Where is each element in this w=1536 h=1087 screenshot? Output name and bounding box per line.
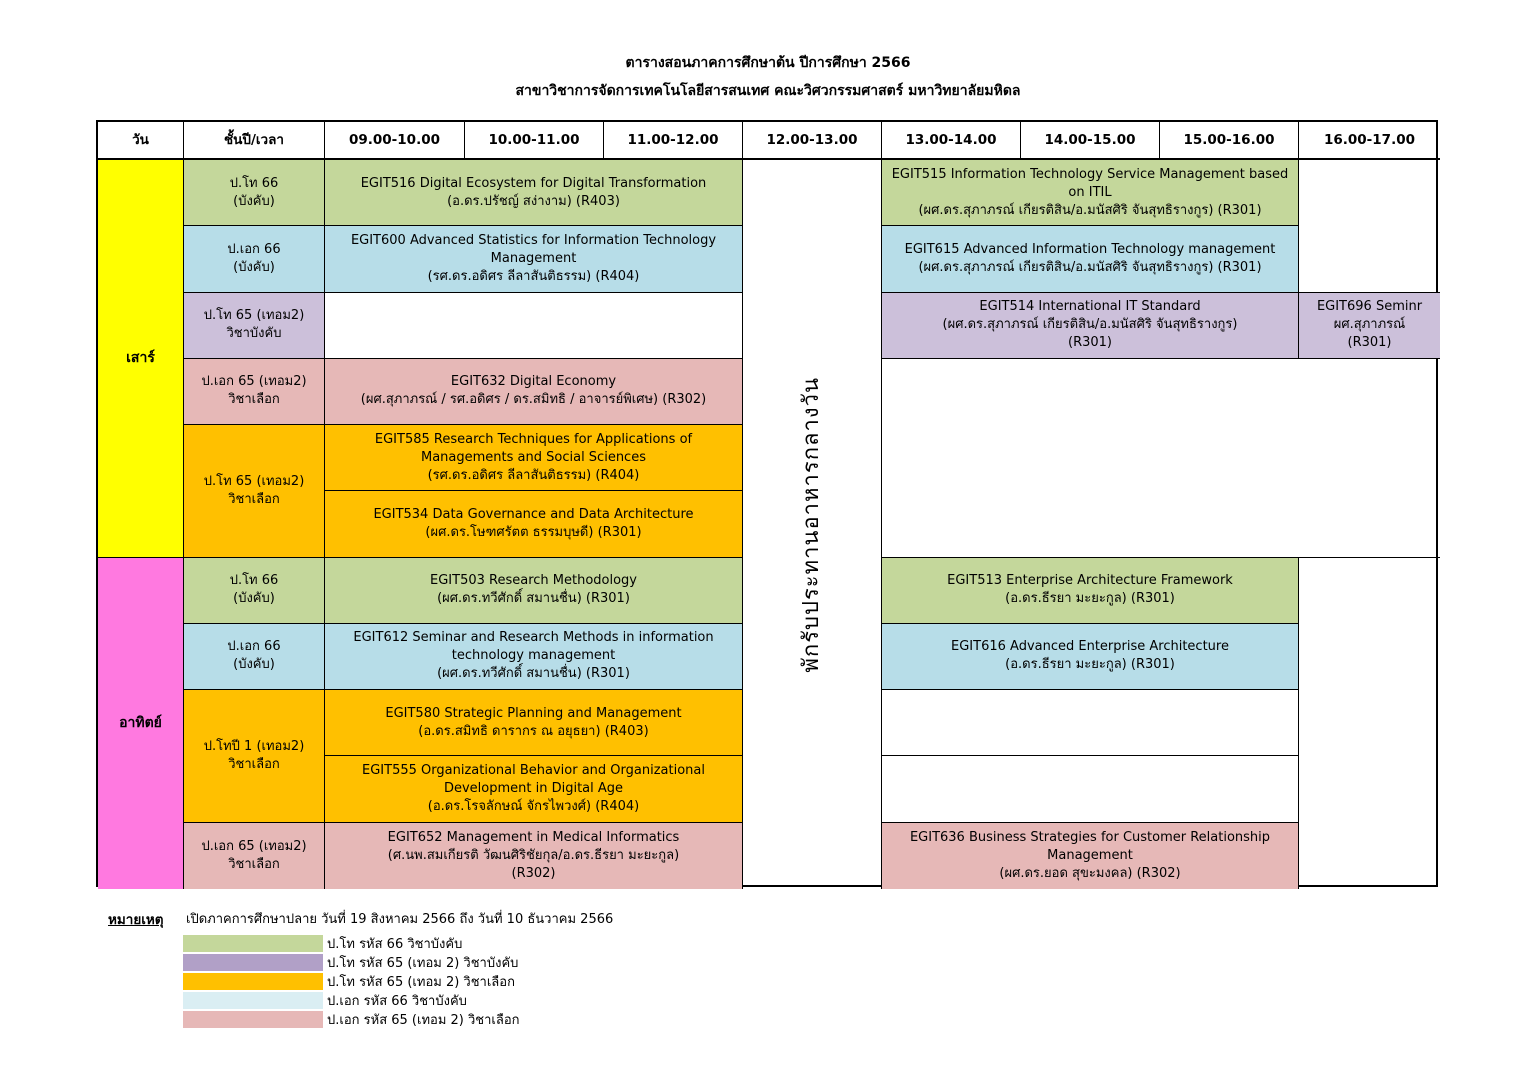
legend-swatch	[183, 992, 323, 1009]
level-name: ป.เอก 65 (เทอม2)	[201, 374, 307, 390]
course-title: EGIT513 Enterprise Architecture Framework	[947, 573, 1233, 589]
course-title: EGIT636 Business Strategies for Customer Relationship Management	[909, 829, 1271, 863]
level-name: ป.โท 65 (เทอม2)	[203, 473, 305, 489]
course-title: EGIT503 Research Methodology	[430, 573, 637, 589]
level-type: วิชาเลือก	[228, 756, 280, 772]
course-instructor: (ผศ.ดร.สุภาภรณ์ เกียรติสิน/อ.มนัสศิริ จันสุทธิรางกูร)	[942, 317, 1238, 333]
course-title: EGIT600 Advanced Statistics for Information Technology Management	[350, 232, 717, 266]
course-egit636	[882, 823, 1299, 889]
level-cell	[184, 624, 325, 690]
course-instructor: (ผศ.ดร.สุภาภรณ์ เกียรติสิน/อ.มนัสศิริ จันสุทธิรางกูร) (R301)	[918, 259, 1262, 275]
course-instructor: (ผศ.ดร.ทวีศักดิ์ สมานชื่น) (R301)	[437, 666, 630, 682]
empty-cell	[1299, 558, 1440, 889]
timetable	[96, 120, 1438, 887]
course-instructor: (ผศ.ดร.โษฑศรัตต ธรรมบุษดี) (R301)	[425, 524, 642, 540]
course-title: EGIT615 Advanced Information Technology management	[904, 241, 1276, 257]
course-title: EGIT515 Information Technology Service Management based on ITIL	[891, 166, 1289, 200]
course-egit600	[325, 226, 743, 292]
course-egit514	[882, 293, 1299, 359]
header-slot: 11.00-12.00	[604, 122, 743, 160]
header-level-time: ชั้นปี/เวลา	[184, 122, 325, 160]
note-label: หมายเหตุ	[108, 912, 164, 928]
level-type: (บังคับ)	[233, 259, 275, 275]
level-type: (บังคับ)	[233, 193, 275, 209]
level-cell	[184, 359, 325, 425]
empty-cell	[325, 293, 743, 359]
course-room: (R301)	[1068, 335, 1112, 351]
course-title: EGIT516 Digital Ecosystem for Digital Transformation	[360, 175, 707, 191]
course-egit696	[1299, 293, 1440, 359]
course-instructor: (อ.ดร.ธีรยา มะยะกูล) (R301)	[1005, 591, 1175, 607]
course-instructor: (ผศ.ดร.สุภาภรณ์ เกียรติสิน/อ.มนัสศิริ จันสุทธิรางกูร) (R301)	[918, 202, 1262, 218]
level-name: ป.เอก 66	[227, 241, 281, 257]
course-instructor: (ผศ.ดร.ยอด สุขะมงคล) (R302)	[999, 865, 1181, 881]
header-slot: 12.00-13.00	[743, 122, 882, 160]
course-instructor: ผศ.สุภาภรณ์	[1333, 317, 1406, 333]
level-cell	[184, 425, 325, 558]
course-instructor: (อ.ดร.ปรัชญ์ สง่างาม) (R403)	[447, 193, 620, 209]
course-title: EGIT555 Organizational Behavior and Organizational Development in Digital Age	[362, 763, 705, 797]
course-room: (R301)	[1347, 335, 1392, 351]
course-instructor: (รศ.ดร.อดิศร ลีลาสันติธรรม) (R404)	[427, 467, 640, 483]
level-name: ป.โท 65 (เทอม2)	[203, 308, 305, 324]
legend-label: ป.โท รหัส 65 (เทอม 2) วิชาบังคับ	[327, 956, 519, 971]
legend-label: ป.โท รหัส 65 (เทอม 2) วิชาเลือก	[327, 975, 515, 990]
level-cell	[184, 823, 325, 889]
level-cell	[184, 226, 325, 292]
empty-cell	[882, 690, 1299, 756]
course-egit534	[325, 491, 743, 557]
course-instructor: (ศ.นพ.สมเกียรติ วัฒนศิริชัยกุล/อ.ดร.ธีรยา มะยะกูล)	[387, 847, 680, 863]
legend-swatch	[183, 1011, 323, 1028]
course-title: EGIT534 Data Governance and Data Architecture	[373, 506, 694, 522]
course-title: EGIT652 Management in Medical Informatics	[387, 829, 680, 845]
level-type: วิชาเลือก	[228, 491, 280, 507]
course-egit503	[325, 558, 743, 624]
course-egit615	[882, 226, 1299, 292]
day-saturday: เสาร์	[98, 160, 184, 558]
level-type: วิชาเลือก	[228, 392, 280, 408]
course-instructor: (รศ.ดร.อดิศร ลีลาสันติธรรม) (R404)	[427, 268, 640, 284]
header-slot: 16.00-17.00	[1299, 122, 1440, 160]
legend-item	[183, 972, 520, 991]
course-egit516	[325, 160, 743, 226]
level-cell	[184, 558, 325, 624]
level-name: ป.โท 66	[229, 175, 279, 191]
page-title: ตารางสอนภาคการศึกษาต้น ปีการศึกษา 2566	[625, 55, 911, 71]
lunch-label: พักรับประทานอาหารกลางวัน	[799, 376, 824, 673]
course-egit616	[882, 624, 1299, 690]
course-title: EGIT580 Strategic Planning and Management	[385, 705, 682, 721]
course-instructor: (ผศ.ดร.ทวีศักดิ์ สมานชื่น) (R301)	[437, 591, 630, 607]
course-egit612	[325, 624, 743, 690]
page-subtitle: สาขาวิชาการจัดการเทคโนโลยีสารสนเทศ คณะวิศวกรรมศาสตร์ มหาวิทยาลัยมหิดล	[515, 83, 1021, 99]
legend-label: ป.โท รหัส 66 วิชาบังคับ	[327, 937, 463, 952]
legend-swatch	[183, 935, 323, 952]
level-type: (บังคับ)	[233, 591, 275, 607]
course-title: EGIT696 Seminr	[1316, 299, 1423, 315]
level-name: ป.โท 66	[229, 573, 279, 589]
course-title: EGIT612 Seminar and Research Methods in information technology management	[353, 630, 714, 664]
header-day: วัน	[98, 122, 184, 160]
level-cell	[184, 293, 325, 359]
header-slot: 15.00-16.00	[1160, 122, 1299, 160]
legend-item	[183, 991, 520, 1010]
legend-item	[183, 1010, 520, 1029]
course-instructor: (อ.ดร.สมิทธิ ดารากร ณ อยุธยา) (R403)	[418, 723, 649, 739]
course-egit580	[325, 690, 743, 756]
course-title: EGIT514 International IT Standard	[979, 299, 1201, 315]
level-name: ป.เอก 66	[227, 639, 281, 655]
legend-label: ป.เอก รหัส 66 วิชาบังคับ	[327, 994, 467, 1009]
day-sunday: อาทิตย์	[98, 558, 184, 889]
empty-cell	[882, 359, 1440, 558]
course-title: EGIT632 Digital Economy	[450, 374, 617, 390]
course-title: EGIT616 Advanced Enterprise Architecture	[951, 639, 1229, 655]
course-instructor: (ผศ.สุภาภรณ์ / รศ.อดิศร / ดร.สมิทธิ / อาจารย์พิเศษ) (R302)	[360, 392, 707, 408]
course-title: EGIT585 Research Techniques for Applications of Managements and Social Sciences	[374, 431, 693, 465]
legend-swatch	[183, 973, 323, 990]
header-slot: 10.00-11.00	[465, 122, 604, 160]
header-slot: 14.00-15.00	[1021, 122, 1160, 160]
course-egit632	[325, 359, 743, 425]
level-type: (บังคับ)	[233, 657, 275, 673]
course-egit555	[325, 756, 743, 822]
level-type: วิชาบังคับ	[226, 326, 282, 342]
legend-item	[183, 934, 520, 953]
course-instructor: (อ.ดร.ธีรยา มะยะกูล) (R301)	[1005, 657, 1175, 673]
legend	[183, 934, 520, 1029]
legend-item	[183, 953, 520, 972]
lunch-break	[743, 160, 882, 889]
legend-swatch	[183, 954, 323, 971]
course-egit585	[325, 425, 743, 491]
empty-cell	[1299, 160, 1440, 293]
course-egit515	[882, 160, 1299, 226]
legend-label: ป.เอก รหัส 65 (เทอม 2) วิชาเลือก	[327, 1013, 520, 1028]
header-slot: 09.00-10.00	[325, 122, 465, 160]
header-slot: 13.00-14.00	[882, 122, 1021, 160]
course-egit513	[882, 558, 1299, 624]
note-text: เปิดภาคการศึกษาปลาย วันที่ 19 สิงหาคม 2566 ถึง วันที่ 10 ธันวาคม 2566	[186, 912, 614, 927]
level-type: วิชาเลือก	[228, 856, 280, 872]
level-cell	[184, 690, 325, 823]
course-room: (R302)	[511, 865, 556, 881]
course-egit652	[325, 823, 743, 889]
empty-cell	[882, 756, 1299, 822]
level-cell	[184, 160, 325, 226]
level-name: ป.โทปี 1 (เทอม2)	[203, 738, 305, 754]
level-name: ป.เอก 65 (เทอม2)	[201, 838, 307, 854]
course-instructor: (อ.ดร.โรจลักษณ์ จักรไพวงศ์) (R404)	[427, 799, 640, 815]
